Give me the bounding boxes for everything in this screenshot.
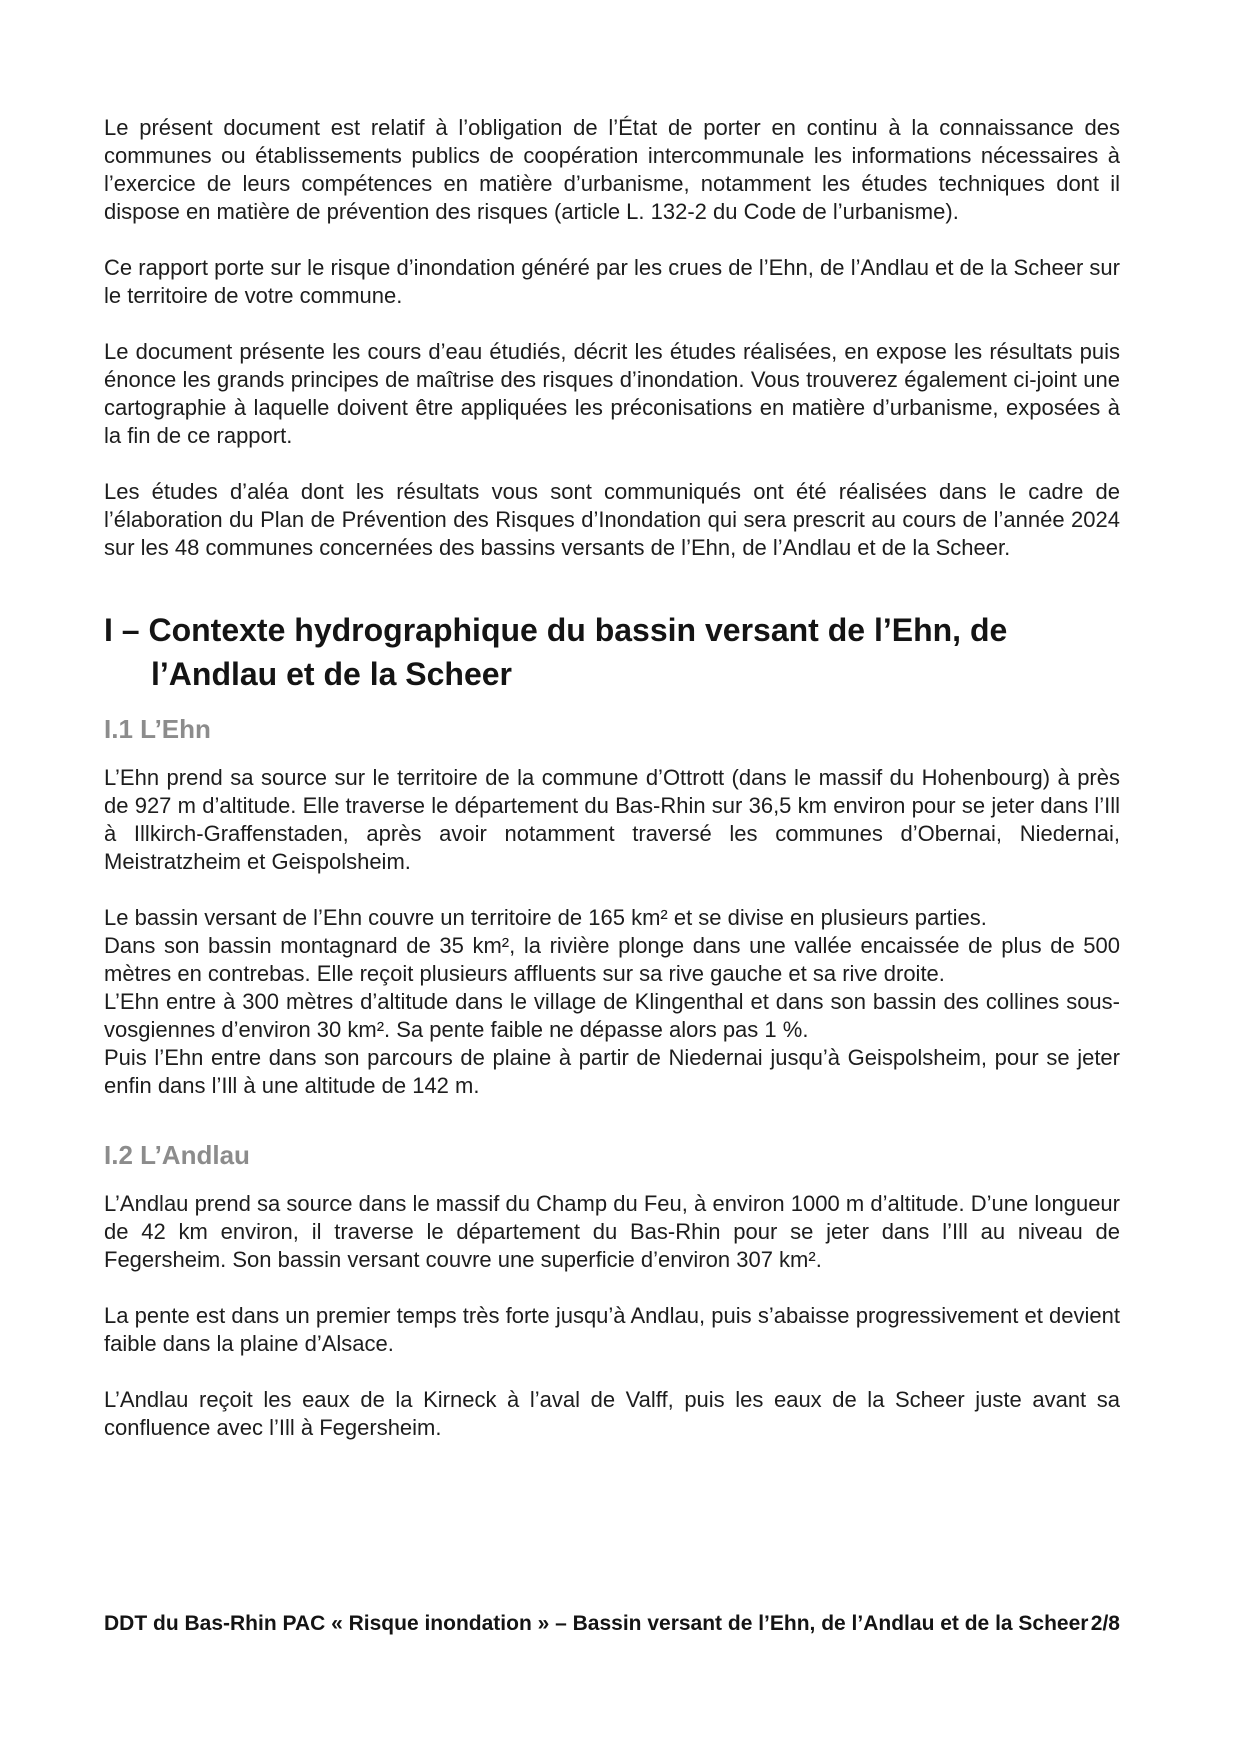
ehn-detail-block <box>104 904 1120 1100</box>
subsection-title-ehn: I.1 L’Ehn <box>104 714 211 744</box>
page-content <box>104 114 1120 1470</box>
section-heading-line-2: l’Andlau et de la Scheer <box>151 656 512 692</box>
section-heading <box>104 608 1120 696</box>
ehn-detail-line-1: Le bassin versant de l’Ehn couvre un territoire de 165 km² et se divise en plusieurs parties. <box>104 905 987 930</box>
intro-paragraph-4: Les études d’aléa dont les résultats vous sont communiqués ont été réalisées dans le cadre de l’élaboration du Plan de Prévention des Risques d’Inondation qui sera prescrit au cours de l’année 2024 sur les 48 communes concernées des bassins versants de l’Ehn, de l’Andlau et de la Scheer. <box>104 479 1120 560</box>
andlau-paragraph-2: La pente est dans un premier temps très forte jusqu’à Andlau, puis s’abaisse progressivement et devient faible dans la plaine d’Alsace. <box>104 1303 1120 1356</box>
intro-paragraph-3: Le document présente les cours d’eau étudiés, décrit les études réalisées, en expose les résultats puis énonce les grands principes de maîtrise des risques d’inondation. Vous trouverez également ci-joint une cartographie à laquelle doivent être appliquées les préconisations en matière d’urbanisme, exposées à la fin de ce rapport. <box>104 339 1120 448</box>
page-footer <box>104 1612 1120 1636</box>
section-heading-line-1: I – Contexte hydrographique du bassin versant de l’Ehn, de <box>104 612 1008 648</box>
intro-paragraph-2: Ce rapport porte sur le risque d’inondation généré par les crues de l’Ehn, de l’Andlau et de la Scheer sur le territoire de votre commune. <box>104 255 1120 308</box>
andlau-paragraph-3: L’Andlau reçoit les eaux de la Kirneck à l’aval de Valff, puis les eaux de la Scheer juste avant sa confluence avec l’Ill à Fegersheim. <box>104 1387 1120 1440</box>
intro-paragraph-1: Le présent document est relatif à l’obligation de l’État de porter en continu à la connaissance des communes ou établissements publics de coopération intercommunale les informations nécessaires à l’exercice de leurs compétences en matière d’urbanisme, notamment les études techniques dont il dispose en matière de prévention des risques (article L. 132-2 du Code de l’urbanisme). <box>104 115 1120 224</box>
andlau-paragraph-1: L’Andlau prend sa source dans le massif du Champ du Feu, à environ 1000 m d’altitude. D’une longueur de 42 km environ, il traverse le département du Bas-Rhin pour se jeter dans l’Ill au niveau de Fegersheim. Son bassin versant couvre une superficie d’environ 307 km². <box>104 1191 1120 1272</box>
footer-text: DDT du Bas-Rhin PAC « Risque inondation » – Bassin versant de l’Ehn, de l’Andlau et de la Scheer <box>104 1612 1089 1635</box>
subsection-title-andlau: I.2 L’Andlau <box>104 1140 250 1170</box>
ehn-paragraph-1: L’Ehn prend sa source sur le territoire de la commune d’Ottrott (dans le massif du Hohenbourg) à près de 927 m d’altitude. Elle traverse le département du Bas-Rhin sur 36,5 km environ pour se jeter dans l’Ill à Illkirch-Graffenstaden, après avoir notamment traversé les communes d’Obernai, Niedernai, Meistratzheim et Geispolsheim. <box>104 765 1120 874</box>
page-number: 2/8 <box>1090 1612 1120 1635</box>
ehn-detail-line-3: L’Ehn entre à 300 mètres d’altitude dans le village de Klingenthal et dans son bassin des collines sous-vosgiennes d’environ 30 km². Sa pente faible ne dépasse alors pas 1 %. <box>104 989 1120 1042</box>
ehn-detail-line-4: Puis l’Ehn entre dans son parcours de plaine à partir de Niedernai jusqu’à Geispolsheim, pour se jeter enfin dans l’Ill à une altitude de 142 m. <box>104 1045 1120 1098</box>
ehn-detail-line-2: Dans son bassin montagnard de 35 km², la rivière plonge dans une vallée encaissée de plus de 500 mètres en contrebas. Elle reçoit plusieurs affluents sur sa rive gauche et sa rive droite. <box>104 933 1120 986</box>
